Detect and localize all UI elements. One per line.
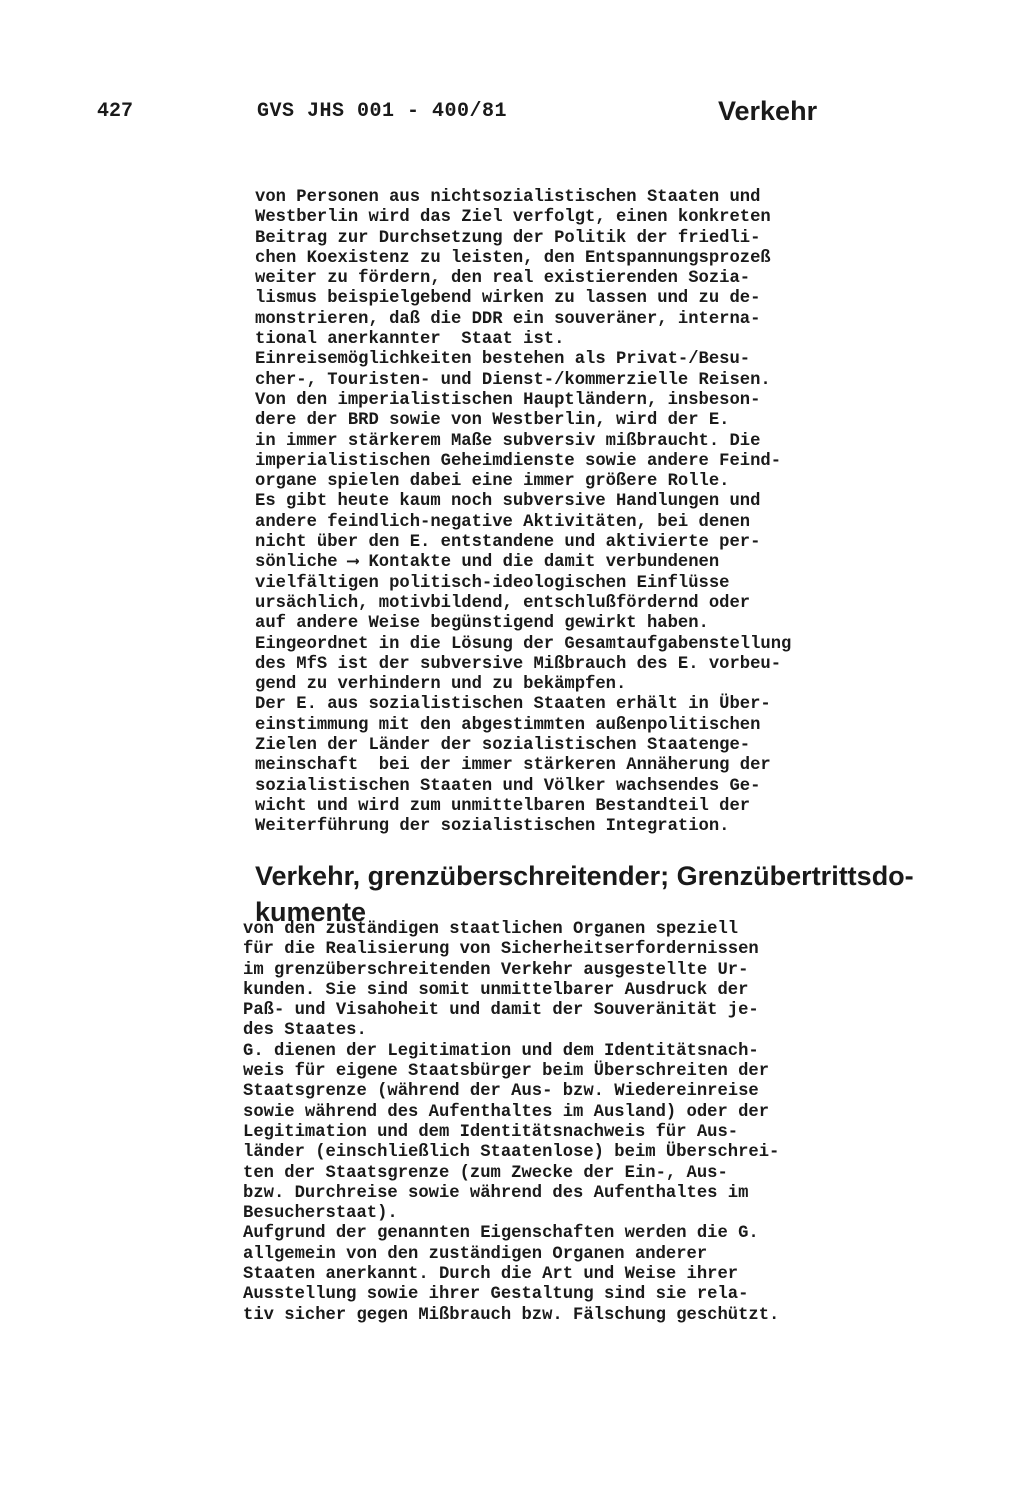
text-line: von den zuständigen staatlichen Organen speziell (243, 920, 739, 939)
entry-text (243, 920, 779, 1326)
text-line: in immer stärkerem Maße subversiv mißbraucht. Die (255, 431, 761, 451)
text-line: Es gibt heute kaum noch subversive Handlungen und (255, 492, 761, 512)
text-line: für die Realisierung von Sicherheitserfordernissen (243, 940, 759, 960)
text-line: ten der Staatsgrenze (zum Zwecke der Ein-, Aus- (243, 1163, 728, 1183)
text-line: Eingeordnet in die Lösung der Gesamtaufgabenstellung (255, 634, 792, 654)
text-line: Weiterführung der sozialistischen Integration. (255, 817, 730, 837)
continuation-text (255, 188, 791, 838)
text-line: vielfältigen politisch-ideologischen Einflüsse (255, 573, 730, 593)
text-line: Von den imperialistischen Hauptländern, insbeson- (255, 390, 761, 410)
text-line: Ausstellung sowie ihrer Gestaltung sind sie rela- (243, 1285, 749, 1305)
text-line: Aufgrund der genannten Eigenschaften werden die G. (243, 1224, 759, 1244)
entry-heading-line: Verkehr, grenzüberschreitender; Grenzübertrittsdo- (255, 861, 914, 891)
text-line: Beitrag zur Durchsetzung der Politik der friedli- (255, 228, 761, 248)
text-line: auf andere Weise begünstigend gewirkt haben. (255, 614, 709, 634)
text-line: länder (einschließlich Staatenlose) beim Überschrei- (243, 1143, 780, 1163)
text-line: sönliche ⟶ Kontakte und die damit verbundenen (255, 553, 720, 573)
page-number: 427 (97, 100, 134, 123)
text-line: tiv sicher gegen Mißbrauch bzw. Fälschung geschützt. (243, 1305, 780, 1325)
text-line: Einreisemöglichkeiten bestehen als Privat-/Besu- (255, 350, 751, 370)
text-line: monstrieren, daß die DDR ein souveräner, interna- (255, 309, 761, 329)
text-line: des Staates. (243, 1021, 367, 1041)
text-line: ursächlich, motivbildend, entschlußfördernd oder (255, 593, 751, 613)
text-line: G. dienen der Legitimation und dem Identitätsnach- (243, 1041, 759, 1061)
section-title: Verkehr (718, 96, 818, 126)
text-line: sowie während des Aufenthaltes im Ausland) oder der (243, 1102, 770, 1122)
text-line: einstimmung mit den abgestimmten außenpolitischen (255, 715, 761, 735)
text-line: Westberlin wird das Ziel verfolgt, einen konkreten (255, 208, 771, 228)
text-line: bzw. Durchreise sowie während des Aufenthaltes im (243, 1183, 749, 1203)
text-line: chen Koexistenz zu leisten, den Entspannungsprozeß (255, 248, 771, 268)
text-line: gend zu verhindern und zu bekämpfen. (255, 675, 627, 695)
text-line: tional anerkannter Staat ist. (255, 330, 565, 350)
text-line: weis für eigene Staatsbürger beim Überschreiten der (243, 1062, 770, 1082)
text-line: Paß- und Visahoheit und damit der Souveränität je- (243, 1001, 759, 1021)
text-line: cher-, Touristen- und Dienst-/kommerzielle Reisen. (255, 370, 771, 390)
text-line: Staatsgrenze (während der Aus- bzw. Wiedereinreise (243, 1082, 759, 1102)
text-line: Staaten anerkannt. Durch die Art und Weise ihrer (243, 1265, 739, 1285)
text-line: Legitimation und dem Identitätsnachweis für Aus- (243, 1122, 739, 1142)
text-line: von Personen aus nichtsozialistischen Staaten und (255, 188, 761, 207)
text-line: im grenzüberschreitenden Verkehr ausgestellte Ur- (243, 960, 749, 980)
text-line: Zielen der Länder der sozialistischen Staatenge- (255, 736, 751, 756)
text-line: allgemein von den zuständigen Organen anderer (243, 1244, 708, 1264)
text-line: weiter zu fördern, den real existierenden Sozia- (255, 269, 751, 289)
document-reference: GVS JHS 001 - 400/81 (257, 100, 508, 123)
text-line: dere der BRD sowie von Westberlin, wird der E. (255, 411, 730, 431)
text-line: organe spielen dabei eine immer größere Rolle. (255, 472, 730, 492)
text-line: Besucherstaat). (243, 1204, 398, 1224)
text-line: andere feindlich-negative Aktivitäten, bei denen (255, 512, 751, 532)
text-line: nicht über den E. entstandene und aktivierte per- (255, 533, 761, 553)
text-line: sozialistischen Staaten und Völker wachsendes Ge- (255, 776, 761, 796)
text-line: kunden. Sie sind somit unmittelbarer Ausdruck der (243, 980, 749, 1000)
text-line: des MfS ist der subversive Mißbrauch des E. vorbeu- (255, 654, 782, 674)
text-line: imperialistischen Geheimdienste sowie andere Feind- (255, 451, 782, 471)
entry-heading-line: kumente (255, 897, 367, 927)
text-line: Der E. aus sozialistischen Staaten erhält in Über- (255, 695, 771, 715)
text-line: wicht und wird zum unmittelbaren Bestandteil der (255, 796, 751, 816)
text-line: meinschaft bei der immer stärkeren Annäherung der (255, 756, 771, 776)
text-line: lismus beispielgebend wirken zu lassen und zu de- (255, 289, 761, 309)
